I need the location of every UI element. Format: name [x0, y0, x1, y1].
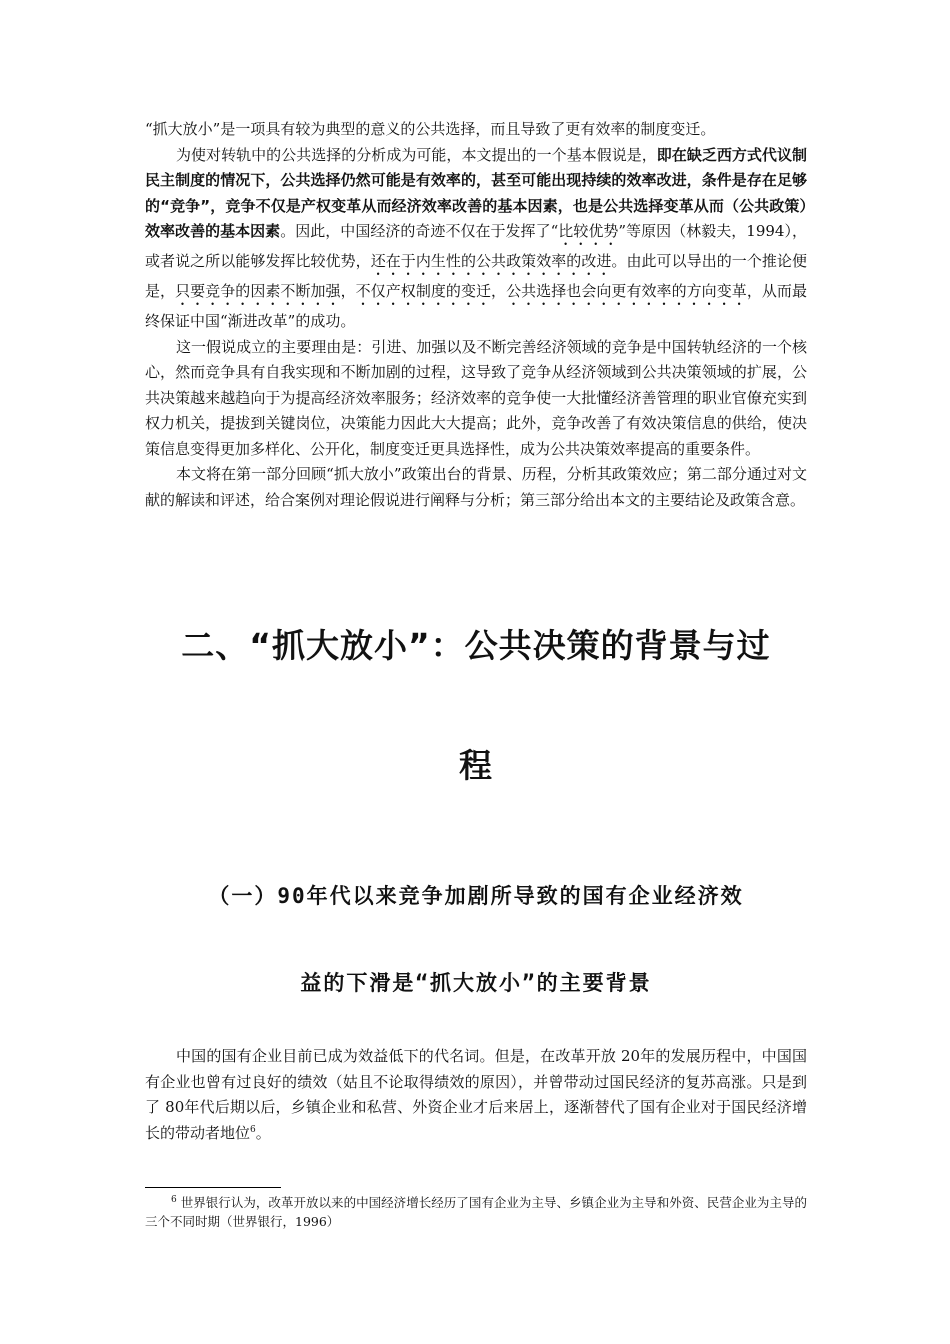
footnote: [145, 1193, 807, 1231]
paragraph-text: 。由此可以导出的一个推论便是，: [145, 252, 807, 300]
intro-paragraph-1: “抓大放小”是一项具有较为典型的意义的公共选择，而且导致了更有效率的制度变迁。: [145, 120, 716, 138]
intro-paragraph-4: 本文将在第一部分回顾“抓大放小”政策出台的背景、历程，分析其政策效应；第二部分通过对文献的解读和评述，给合案例对理论假说进行阐释与分析；第三部分给出本文的主要结论及政策含意。: [145, 465, 807, 509]
paragraph-text: 。: [255, 1123, 271, 1142]
emphasis-dotted: 只要竞争的因素不断加强，不仅产权制度的变迁，公共选择也会向更有效率的方向变革: [175, 282, 747, 300]
paragraph-text: 中国的国有企业目前已成为效益低下的代名词。但是，在改革开放 20年的发展历程中，中国国有企业也曾有过良好的绩效（姑且不论取得绩效的原因），并曾带动过国民经济的复苏高涨。只是到了 80年代后期以后，乡镇企业和私营、外资企业才后来居上，逐渐替代了国有企业对于国民经济增长的带动者地位: [145, 1047, 807, 1142]
section-heading-line-1: 二、“抓大放小”：公共决策的背景与过: [181, 626, 771, 665]
subsection-body: [145, 1044, 807, 1146]
subsection-paragraph-1: [145, 1044, 807, 1146]
paragraph-text: 。因此，中国经济的奇迹不仅在于发挥了“: [280, 222, 559, 240]
footnote-text: 世界银行认为，改革开放以来的中国经济增长经历了国有企业为主导、乡镇企业为主导和外资、民营企业为主导的三个不同时期（世界银行，1996）: [145, 1195, 807, 1229]
intro-paragraph-3: 这一假说成立的主要理由是：引进、加强以及不断完善经济领域的竞争是中国转轨经济的一个核心，然而竞争具有自我实现和不断加剧的过程，这导致了竞争从经济领域到公共决策领域的扩展，公共决策越来越趋向于为提高经济效率服务；经济效率的竞争使一大批懂经济善管理的职业官僚充实到权力机关，提拔到关键岗位，决策能力因此大大提高；此外，竞争改善了有效决策信息的供给，使决策信息变得更加多样化、公开化，制度变迁更具选择性，成为公共决策效率提高的重要条件。: [145, 337, 807, 458]
hypothesis-bold: 即在缺乏西方式代议制民主制度的情况下，公共选择仍然可能是有效率的，甚至可能出现持续的效率改进，条件是存在足够的“竞争”，竞争不仅是产权变革从而经济效率改善的基本因素，也是公共选择变革从而（公共政策）效率改善的基本因素: [145, 145, 807, 240]
footnote-reference[interactable]: 6: [250, 1124, 256, 1135]
footnote-mark: 6: [171, 1194, 177, 1205]
section-heading-line-2: 程: [459, 746, 493, 785]
subsection-heading-line-1: （一）90年代以来竞争加剧所导致的国有企业经济效: [208, 884, 744, 908]
intro-paragraph-2: [145, 143, 807, 335]
subsection-heading-line-2: 益的下滑是“抓大放小”的主要背景: [300, 971, 652, 995]
footnote-separator: [145, 1187, 281, 1188]
hypothesis-lead: 为使对转轨中的公共选择的分析成为可能，本文提出的一个基本假说是，: [176, 145, 657, 164]
paragraph-text: ”等原因（林毅夫，1994），或者说之所以能够发挥比较优势，: [145, 222, 807, 270]
emphasis-dotted: 还在于内生性的公共政策效率的改进: [370, 252, 612, 270]
paragraph-text: ，从而最终保证中国“渐进改革”的成功。: [145, 282, 807, 330]
intro-section: [145, 117, 807, 513]
emphasis-dotted: 比较优势: [558, 222, 619, 240]
